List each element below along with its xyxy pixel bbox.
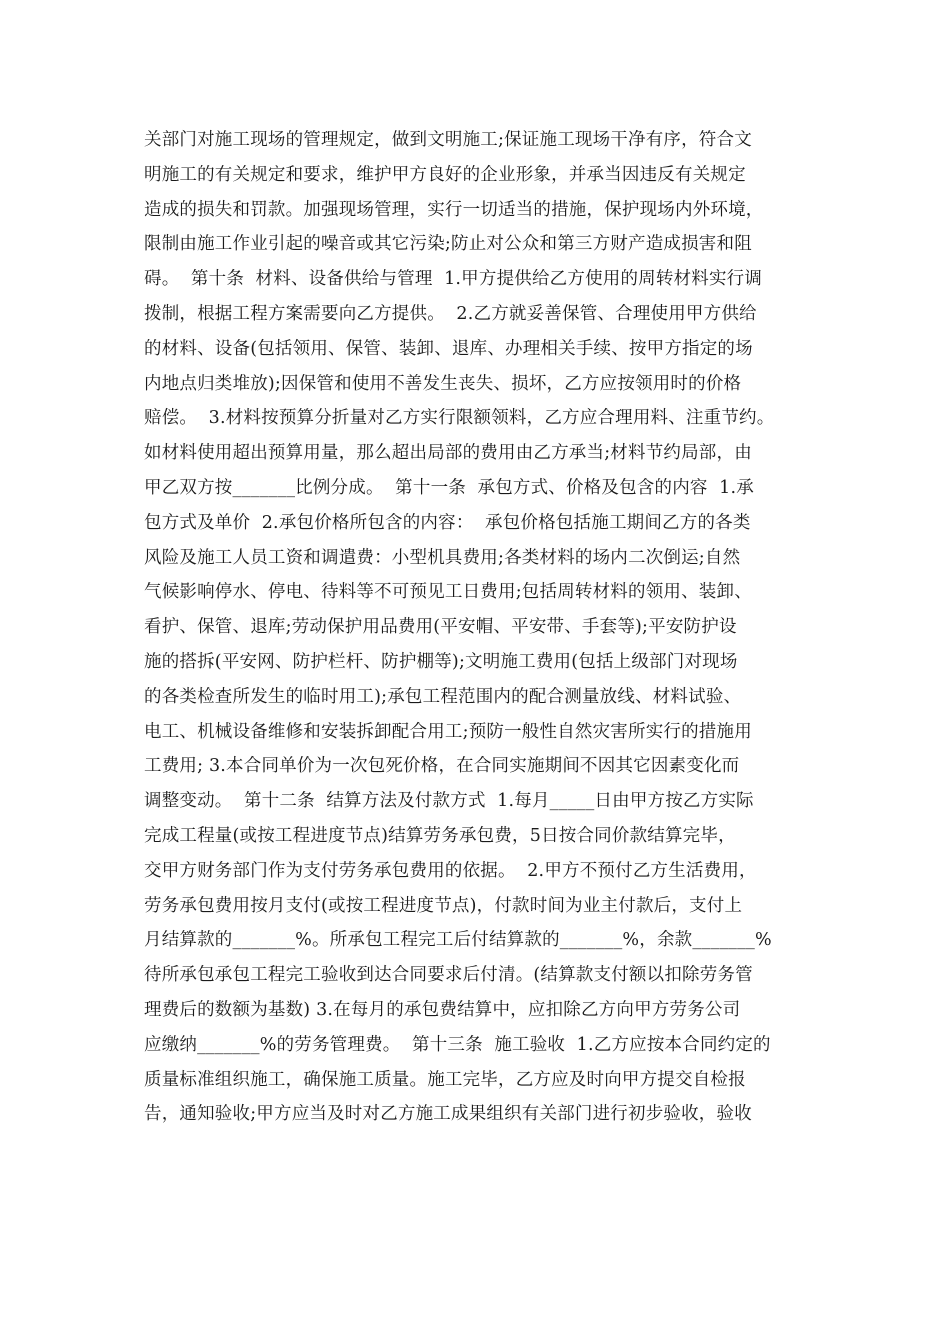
text-line: 待所承包承包工程完工验收到达合同要求后付清。(结算款支付额以扣除劳务管 [144,965,753,986]
text-line: 的各类检查所发生的临时用工);承包工程范围内的配合测量放线、材料试验、 [144,686,742,707]
text-line: 电工、机械设备维修和安装拆卸配合用工;预防一般性自然灾害所实行的措施用 [144,721,752,742]
text-line: 完成工程量(或按工程进度节点)结算劳务承包费，5日按合同价款结算完毕， [144,825,736,846]
text-line: 月结算款的_______%。所承包工程完工后付结算款的_______%，余款_______% [144,930,772,951]
text-line: 劳务承包费用按月支付(或按工程进度节点)，付款时间为业主付款后，支付上 [144,895,743,916]
text-line: 的材料、设备(包括领用、保管、装卸、退库、办理相关手续、按甲方指定的场 [144,338,753,359]
text-line: 拨制，根据工程方案需要向乙方提供。 2.乙方就妥善保管、合理使用甲方供给 [144,303,757,324]
text-line: 看护、保管、退库;劳动保护用品费用(平安帽、平安带、手套等);平安防护设 [144,617,737,638]
text-line: 理费后的数额为基数) 3.在每月的承包费结算中，应扣除乙方向甲方劳务公司 [144,999,741,1020]
text-line: 明施工的有关规定和要求，维护甲方良好的企业形象，并承当因违反有关规定 [144,164,746,185]
text-line: 限制由施工作业引起的噪音或其它污染;防止对公众和第三方财产造成损害和阻 [144,234,752,255]
text-line: 气候影响停水、停电、待料等不可预见工日费用;包括周转材料的领用、装卸、 [144,582,752,603]
text-line: 赔偿。 3.材料按预算分折量对乙方实行限额领料，乙方应合理用料、注重节约。 [144,408,775,429]
text-line: 工费用; 3.本合同单价为一次包死价格，在合同实施期间不因其它因素变化而 [144,756,740,777]
text-line: 关部门对施工现场的管理规定，做到文明施工;保证施工现场干净有序，符合文 [144,130,752,150]
text-line: 内地点归类堆放);因保管和使用不善发生丧失、损坏，乙方应按领用时的价格 [144,373,742,394]
text-line: 造成的损失和罚款。加强现场管理，实行一切适当的措施，保护现场内外环境， [144,199,764,220]
text-line: 质量标准组织施工，确保施工质量。施工完毕，乙方应及时向甲方提交自检报 [144,1069,746,1090]
text-line: 甲乙双方按_______比例分成。 第十一条 承包方式、价格及包含的内容 1.承 [144,477,754,498]
text-line: 碍。 第十条 材料、设备供给与管理 1.甲方提供给乙方使用的周转材料实行调 [144,269,763,290]
text-line: 风险及施工人员工资和调遣费：小型机具费用;各类材料的场内二次倒运;自然 [144,547,741,568]
text-line: 应缴纳_______%的劳务管理费。 第十三条 施工验收 1.乙方应按本合同约定的 [144,1034,771,1055]
text-line: 如材料使用超出预算用量，那么超出局部的费用由乙方承当;材料节约局部，由 [144,443,752,464]
text-line: 包方式及单价 2.承包价格所包含的内容： 承包价格包括施工期间乙方的各类 [144,512,751,533]
text-line: 告，通知验收;甲方应当及时对乙方施工成果组织有关部门进行初步验收，验收 [144,1104,752,1125]
contract-text-block [144,123,824,1132]
text-line: 交甲方财务部门作为支付劳务承包费用的依据。 2.甲方不预付乙方生活费用， [144,860,757,881]
text-line: 调整变动。 第十二条 结算方法及付款方式 1.每月_____日由甲方按乙方实际 [144,791,754,812]
text-line: 施的搭拆(平安网、防护栏杆、防护棚等);文明施工费用(包括上级部门对现场 [144,651,738,672]
